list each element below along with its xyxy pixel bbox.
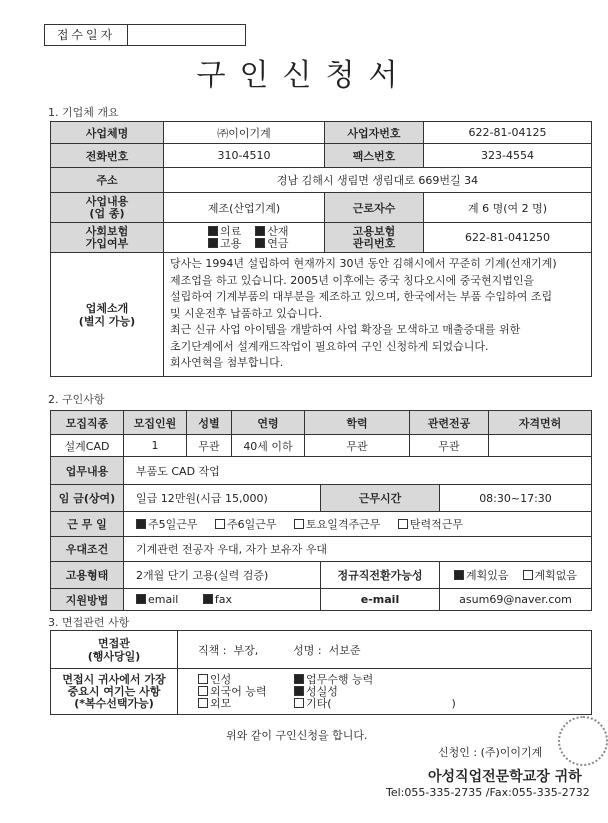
label-fax: 팩스번호 [325, 144, 424, 168]
label-company-name: 사업체명 [51, 122, 164, 144]
checkbox-icon[interactable] [294, 519, 304, 529]
duty: 부품도 CAD 작업 [124, 457, 592, 485]
label-hours: 근무시간 [321, 485, 440, 512]
apply-methods [124, 589, 321, 611]
checkbox-icon[interactable] [198, 698, 208, 708]
label-pref: 우대조건 [51, 537, 124, 562]
label-apply: 지원방법 [51, 589, 124, 611]
day-flex: 탄력적근무 [409, 518, 464, 531]
ins-pension: 연금 [267, 236, 289, 250]
intro-line: 회사연혁을 첨부합니다. [170, 356, 284, 369]
opt-personality: 인성 [210, 672, 232, 686]
intro-line: 당사는 1994년 설립하여 현재까지 30년 동안 김해시에서 꾸준히 기계(선재기계) [170, 257, 557, 270]
v-job: 설계CAD [51, 435, 124, 457]
h-job: 모집직종 [51, 411, 124, 435]
v-license [489, 435, 592, 457]
label-intro: 업체소개 (별지 가능) [51, 253, 164, 377]
v-major: 무관 [410, 435, 489, 457]
apply-fax: fax [214, 593, 232, 606]
contact: Tel:055-335-2735 /Fax:055-335-2732 [386, 786, 590, 799]
section-3-title: 3. 면접관련 사항 [48, 616, 130, 629]
request-line: 위와 같이 구인신청을 합니다. [226, 729, 368, 742]
receipt-value[interactable] [128, 25, 245, 45]
checkbox-icon[interactable] [198, 674, 208, 684]
insurance-options [164, 223, 325, 253]
check-icon[interactable] [294, 674, 304, 684]
opt-other-end: ) [451, 696, 456, 710]
conv-yes: 계획있음 [465, 569, 509, 582]
section-1-title: 1. 기업체 개요 [48, 106, 119, 119]
important-options [178, 669, 592, 715]
label-address: 주소 [51, 168, 164, 193]
conversion [440, 562, 592, 589]
label-reg-no: 사업자번호 [325, 122, 424, 144]
v-sex: 무관 [187, 435, 232, 457]
check-icon[interactable] [454, 570, 464, 580]
intro-line: 설립하여 기계부품의 대부분을 제조하고 있으며, 한국에서는 부품 수입하여 조립 [170, 290, 553, 303]
company-intro [164, 253, 592, 377]
reg-no: 622-81-04125 [424, 122, 592, 144]
page-title: 구인신청서 [196, 58, 412, 93]
intro-line: 및 시운전후 납품하고 있습니다. [170, 306, 323, 320]
company-table [50, 121, 592, 377]
opt-diligence: 성실성 [306, 684, 338, 698]
ins-medical: 의료 [220, 224, 242, 238]
conv-no: 계획없음 [534, 569, 578, 582]
label-important: 면접시 귀사에서 가장 중요시 여기는 사항 (*복수선택가능) [51, 669, 178, 715]
v-edu: 무관 [305, 435, 410, 457]
checkbox-icon[interactable] [198, 686, 208, 696]
checkbox-icon[interactable] [523, 570, 533, 580]
check-icon[interactable] [203, 594, 213, 604]
h-count: 모집인원 [124, 411, 187, 435]
opt-other: 기타( [306, 696, 332, 710]
receipt-label: 접수일자 [45, 25, 128, 45]
check-icon[interactable] [255, 238, 265, 248]
work-days [124, 512, 592, 537]
checkbox-icon[interactable] [294, 698, 304, 708]
label-wage: 임 금(상여) [51, 485, 124, 512]
label-workers: 근로자수 [325, 193, 424, 223]
label-conv: 정규직전환가능성 [321, 562, 440, 589]
intro-line: 제조업을 하고 있습니다. 2005년 이후에는 중국 칭다오시에 중국현지법인을 [170, 273, 535, 287]
section-2-title: 2. 구인사항 [48, 393, 105, 406]
emp-ins-no: 622-81-041250 [424, 223, 592, 253]
job-table [50, 410, 592, 457]
apply-email: email [148, 593, 179, 606]
label-type: 고용형태 [51, 562, 124, 589]
workers: 계 6 명(여 2 명) [424, 193, 592, 223]
label-email: e-mail [321, 589, 440, 611]
check-icon[interactable] [294, 686, 304, 696]
business: 제조(산업기계) [164, 193, 325, 223]
ins-accident: 산재 [267, 224, 289, 238]
interview-table [50, 630, 592, 715]
pref: 기계관련 전공자 우대, 자가 보유자 우대 [124, 537, 592, 562]
v-age: 40세 이하 [232, 435, 305, 457]
intro-line: 최근 신규 사업 아이템을 개발하여 사업 확장을 모색하고 매출증대를 위한 [170, 323, 521, 336]
h-license: 자격면허 [489, 411, 592, 435]
v-count: 1 [124, 435, 187, 457]
check-icon[interactable] [255, 226, 265, 236]
check-icon[interactable] [136, 594, 146, 604]
day-5: 주5일근무 [148, 518, 198, 531]
applicant: 신청인 : (주)이이기계 [438, 746, 543, 759]
checkbox-icon[interactable] [215, 519, 225, 529]
h-age: 연령 [232, 411, 305, 435]
wage: 일급 12만원(시급 15,000) [124, 485, 321, 512]
company-seal [558, 716, 608, 766]
opt-language: 외국어 능력 [210, 684, 267, 698]
check-icon[interactable] [208, 238, 218, 248]
emp-type: 2개월 단기 고용(실력 검증) [124, 562, 321, 589]
label-days: 근 무 일 [51, 512, 124, 537]
recipient: 아성직업전문학교장 귀하 [428, 769, 582, 785]
phone: 310-4510 [164, 144, 325, 168]
h-edu: 학력 [305, 411, 410, 435]
label-phone: 전화번호 [51, 144, 164, 168]
opt-appearance: 외모 [210, 696, 232, 710]
fax: 323-4554 [424, 144, 592, 168]
intro-line: 초기단계에서 설계캐드작업이 필요하여 구인 신청하게 되었습니다. [170, 339, 489, 353]
company-name: ㈜이이기계 [164, 122, 325, 144]
label-business: 사업내용 (업 종) [51, 193, 164, 223]
label-insurance: 사회보험 가입여부 [51, 223, 164, 253]
opt-ability: 업무수행 능력 [306, 672, 374, 686]
label-duty: 업무내용 [51, 457, 124, 485]
check-icon[interactable] [208, 226, 218, 236]
check-icon[interactable] [136, 519, 146, 529]
interviewer: 직책 : 부장, 성명 : 서보준 [178, 631, 592, 669]
day-6: 주6일근무 [227, 518, 277, 531]
hours: 08:30~17:30 [440, 485, 592, 512]
receipt-date-box [44, 24, 246, 46]
ins-employment: 고용 [220, 236, 242, 250]
label-interviewer: 면접관 (행사당일) [51, 631, 178, 669]
label-emp-ins: 고용보험 관리번호 [325, 223, 424, 253]
checkbox-icon[interactable] [398, 519, 408, 529]
email: asum69@naver.com [440, 589, 592, 611]
h-major: 관련전공 [410, 411, 489, 435]
day-sat: 토요일격주근무 [306, 518, 381, 531]
h-sex: 성별 [187, 411, 232, 435]
address: 경남 김해시 생림면 생림대로 669번길 34 [164, 168, 592, 193]
job-detail-table [50, 456, 592, 611]
